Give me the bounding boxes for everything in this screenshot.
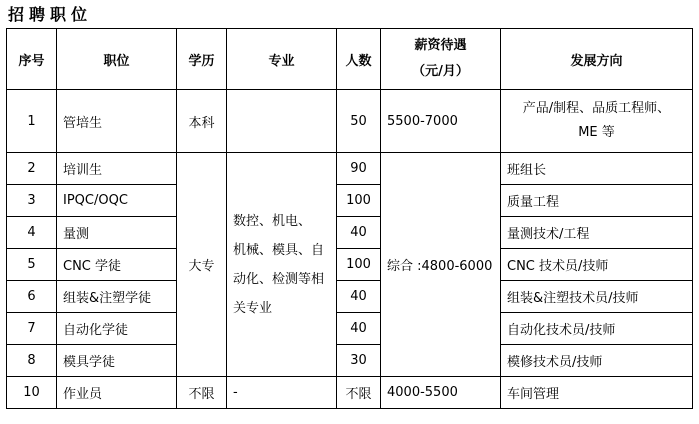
cell-direction: CNC 技术员/技师 bbox=[501, 249, 693, 281]
cell-salary-merged: 综合 :4800-6000 bbox=[381, 153, 501, 377]
cell-salary: 4000-5500 bbox=[381, 377, 501, 409]
header-direction: 发展方向 bbox=[501, 29, 693, 90]
table-row bbox=[7, 281, 693, 313]
cell-count: 100 bbox=[337, 185, 381, 217]
section-title: 招聘职位 bbox=[8, 5, 93, 24]
table-row bbox=[7, 153, 693, 185]
cell-count: 100 bbox=[337, 249, 381, 281]
cell-position: 自动化学徒 bbox=[57, 313, 177, 345]
cell-position: 管培生 bbox=[57, 90, 177, 153]
cell-direction: 量测技术/工程 bbox=[501, 217, 693, 249]
cell-direction: 车间管理 bbox=[501, 377, 693, 409]
cell-education-merged: 大专 bbox=[177, 153, 227, 377]
cell-direction: 组装&注塑技术员/技师 bbox=[501, 281, 693, 313]
cell-count: 不限 bbox=[337, 377, 381, 409]
cell-direction bbox=[501, 90, 693, 153]
cell-position: 培训生 bbox=[57, 153, 177, 185]
cell-no: 1 bbox=[7, 90, 57, 153]
cell-no: 8 bbox=[7, 345, 57, 377]
cell-no: 2 bbox=[7, 153, 57, 185]
job-positions-table bbox=[6, 28, 693, 409]
cell-direction: 质量工程 bbox=[501, 185, 693, 217]
cell-direction-line2: ME 等 bbox=[578, 125, 615, 140]
cell-no: 6 bbox=[7, 281, 57, 313]
cell-count: 90 bbox=[337, 153, 381, 185]
table-header-row bbox=[7, 29, 693, 90]
table-row bbox=[7, 185, 693, 217]
header-position: 职位 bbox=[57, 29, 177, 90]
header-no: 序号 bbox=[7, 29, 57, 90]
major-line: 机械、模具、自 bbox=[233, 242, 325, 258]
cell-education: 本科 bbox=[177, 90, 227, 153]
header-salary-line1: 薪资待遇 bbox=[414, 38, 467, 53]
header-education: 学历 bbox=[177, 29, 227, 90]
table-row bbox=[7, 313, 693, 345]
cell-count: 30 bbox=[337, 345, 381, 377]
cell-position: 量测 bbox=[57, 217, 177, 249]
cell-no: 3 bbox=[7, 185, 57, 217]
cell-position: 模具学徒 bbox=[57, 345, 177, 377]
cell-count: 50 bbox=[337, 90, 381, 153]
header-major: 专业 bbox=[227, 29, 337, 90]
cell-position: IPQC/OQC bbox=[57, 185, 177, 217]
header-salary-line2: （元/月） bbox=[412, 64, 469, 79]
cell-direction-line1: 产品/制程、品质工程师、 bbox=[522, 101, 671, 116]
table-row bbox=[7, 345, 693, 377]
table-row bbox=[7, 217, 693, 249]
cell-education: 不限 bbox=[177, 377, 227, 409]
header-count: 人数 bbox=[337, 29, 381, 90]
header-salary bbox=[381, 29, 501, 90]
cell-no: 5 bbox=[7, 249, 57, 281]
table-row bbox=[7, 249, 693, 281]
cell-major: - bbox=[227, 377, 337, 409]
table-row bbox=[7, 90, 693, 153]
major-line: 数控、机电、 bbox=[233, 213, 312, 229]
cell-no: 10 bbox=[7, 377, 57, 409]
table-row bbox=[7, 377, 693, 409]
cell-count: 40 bbox=[337, 281, 381, 313]
cell-major-merged bbox=[227, 153, 337, 377]
major-line: 动化、检测等相 bbox=[233, 271, 325, 287]
major-line: 关专业 bbox=[233, 300, 273, 316]
cell-salary: 5500-7000 bbox=[381, 90, 501, 153]
cell-direction: 自动化技术员/技师 bbox=[501, 313, 693, 345]
cell-count: 40 bbox=[337, 313, 381, 345]
cell-count: 40 bbox=[337, 217, 381, 249]
cell-position: 组装&注塑学徒 bbox=[57, 281, 177, 313]
cell-direction: 班组长 bbox=[501, 153, 693, 185]
cell-major-empty bbox=[227, 90, 337, 153]
cell-direction: 模修技术员/技师 bbox=[501, 345, 693, 377]
cell-no: 4 bbox=[7, 217, 57, 249]
cell-no: 7 bbox=[7, 313, 57, 345]
cell-position: CNC 学徒 bbox=[57, 249, 177, 281]
cell-position: 作业员 bbox=[57, 377, 177, 409]
